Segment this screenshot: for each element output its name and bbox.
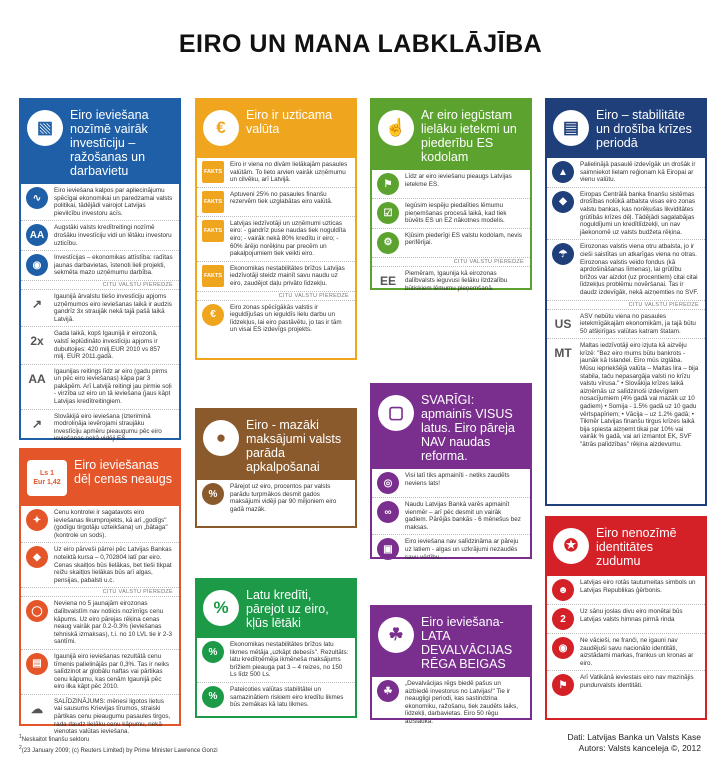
aa-label: AA [28, 371, 46, 386]
card-header [197, 410, 355, 480]
ee-label: EE [379, 273, 396, 288]
card-heading: Eiro nenozīmē identitātes zudumu [596, 526, 677, 568]
handshake-icon: ☑ [377, 202, 399, 224]
section-separator: CITU VALSTU PIEREDZE [197, 292, 355, 301]
list-item: FAKTS Latvijas iedzīvotāji un uzņēmumi uzticas eiro: - gandrīz puse naudas tiek noguldīta eiro; - vairāk nekā 80% kredītu ir eiro; - 60% ārējo norēķinu par precēm un pakalpojumiem tiek veikti eiro. [197, 217, 355, 262]
two-label: 2 [552, 608, 574, 630]
list-item: AA Igaunijas reitings līdz ar eiro (gadu pirms un pēc eiro ieviešanas) kāpa par 3 pakāpēm. Arī Latvijā reitingi jau pirmie soļi - virzība uz eiro un tā ieviešana (jaus kāpt Latvijas kredītreitingiem. [21, 365, 179, 410]
chart-icon: ▤ [26, 653, 48, 675]
list-item: € Eiro zonas spēcīgākās valstis ir ieguldījušas un ieguldīs lielu darbu un līdzekļus, lai eiro pastāvētu, jo tas ir tām un visai ES izdevīgs projekts. [197, 301, 355, 337]
price-tag-icon: ◆ [26, 546, 48, 568]
arrow-up-icon: ↗ [31, 416, 43, 431]
card-credit [195, 578, 357, 718]
piggy-bank-icon: ● [203, 420, 239, 456]
card-header [197, 580, 355, 638]
umbrella-icon: ☂ [552, 243, 574, 265]
list-item: ⚙ Kļūsim piederīgi ES valstu kodolam, nevis perifērijai. [372, 229, 530, 258]
mt-label: MT [554, 346, 572, 361]
2x-label: 2x [30, 334, 44, 349]
list-item: ◆ Eiropas Centrālā banka finanšu sistēmas drošības nolūkā atbalsta visas eiro zonas valstu bankas, kas norēķušas likviditātes grūtībās krīzes dēļ. Tādējādi sagalabājas noguldījumi un kredītlīdzekļi, un nav jāekonomē uz valsts budžeta rēķina. [547, 188, 705, 241]
card-heading: Eiro ieviešana nozīmē vairāk investīciju – ražošanas un darbavietu [70, 108, 149, 178]
list-item: EE Piemēram, Igaunija kā eirozonas dalībvalsts ieguvusi lielāku ilzdzalību būtiskiem lēmumu pieņemšanā. [372, 267, 530, 296]
list-item: ▤ Igaunijā eiro ieviešanas rezultātā cenu tīmenis palielinājās par 0,3%. Tas ir neiks salīdzinot ar globālu naftas vai pārtikas cenu kāpumu, kas cenām Igaunijā pēc eiro ilka kāpt pēc 2010. [21, 650, 179, 695]
network-icon: ◉ [26, 254, 48, 276]
fakts-badge: FAKTS [202, 265, 224, 287]
eye-icon: ◉ [552, 637, 574, 659]
head-icon: ☻ [552, 579, 574, 601]
card-header [372, 100, 530, 170]
aa-icon: AA [26, 224, 48, 246]
footnote: $^1$Neskaitot finanšu sektoru $^2$(23 January 2009; (c) Reuters Limited) by Prime Minister Lawrence Gonzi [19, 734, 218, 754]
us-label: US [554, 316, 572, 331]
list-item: MT Maltas iedzīvotāji eiro izjuta kā aizvēju krīzē: "Bez eiro mums būtu bankrots - jaunāk kā Islandei. Eiro mūs izglāba. Mūsu iepriekšējā valūta – Maltas lira – bija stabila, taču nepasargāja valsti no krīzu valstu vīrusa." • Slovākija krīzes laikā aizņēmās uz salīdzinoši izdevīgiem nosacījumiem (4% gadā vai mazāk uz 10 gadiem) • Somija - 1.5% gadā uz 10 gadu vērtspapīriem; • Vācija – uz 1.2% gadā; • Tikmēr Latvijas finanšu tirgus krīzes laikā bija spiesta aizņemt tikai par 10% vai vairāk % gadā, vai ari izmantot EK, SVF "ātrās palīdzības" rēķina aizdevumu. [547, 339, 705, 451]
euro-icon: € [202, 304, 224, 326]
list-item: FAKTS Ekonomikas nestabilitātes brīžos Latvijas iedzīvotāji steidz mainīt savu naudu uz eiro, zaudējot daļu privāto līdzekļu. [197, 262, 355, 292]
briefcase-icon: ▧ [27, 110, 63, 146]
shield-icon: ◆ [552, 191, 574, 213]
percent-icon: % [202, 641, 224, 663]
credits: Dati: Latvijas Banka un Valsts Kase Autors: Valsts kanceleja ©, 2012 [567, 732, 701, 753]
list-item: ☁ SALĪDZINĀJUMS: mēnesi ligotos lietus vai sausums Krievijas tīrumos, straiski pārtikas cenu pieaugumu pasaules tirgos, rada daudz lielāku cenu kāpumu, nekā vienotas valūtas ieviešana. [21, 695, 179, 739]
card-header [547, 518, 705, 576]
list-item: ↗ Igaunijā ārvalstu tiešo investīciju apjoms uzņēmumos eiro ieviešanas laikā ir audzis gandrīz 3x straujāk nekā tajā pašā laikā Latvijā. [21, 290, 179, 327]
list-item: FAKTS Eiro ir viena no divām lielākajām pasaules valūtām. To lieto arvien vairāk uzņēmumu un cilvēku, arī Latvijā. [197, 158, 355, 188]
percent-icon: % [202, 686, 224, 708]
ghost-icon: ☘ [378, 617, 414, 653]
list-item: ☂ Eirozonas valstis viena otru atbalsta, jo ir cieši saistītas un atkarīgas viena no otras. Eirozonas valstis veido fondus (kā aprdošināšanas līmenas), lai grūtību brīžos var aizdot (uz procentiem) citai citai līdzekļus problēmu novēršanai. Tas ir daudz izdevīgāk, nekā aizņemties no SVF. [547, 240, 705, 300]
list-item: ↗ Slovākijā eiro ieviešana (izteriminā modroliņāja ievērojami straujāku investīciju apmēru pieaugumu pēc eiro ieviešanas nekā vidēji ES. [21, 410, 179, 446]
list-item: ⚑ Līdz ar eiro ieviešanu pieaugs Latvijas ietekme ES. [372, 170, 530, 199]
list-item: ◯ Neviena no 5 jaunajām eirozonas dalībvalstīm nav notiicis nozīmīgs cenu kāpums. Uz eiro pārejas rēķina cenas neaug vairāk par 0.2-0.3% (ieviešanas tehniskā izmaksas), t.i. no 10 LVL tie ir 2-3 santīmi. [21, 597, 179, 650]
list-item: ∿ Eiro ieviešana kalpos par apliecinājumu spēcīgai ekonomikai un paredzamai valsts politikai, tādējādi vairojot Latvijas pievilcību investoru acīs. [21, 184, 179, 221]
list-item: ✦ Cenu kontrolei ir sagatavots eiro ieviešanas likumprojekts, kā arī „godīgs" (godīgu tirgotāju uzteikšana) un „bātaga" (kontrole un sods). [21, 506, 179, 543]
card-heading: SVARĪGI: apmainīs VISUS latus. Eiro pāreja NAV naudas reforma. [421, 393, 515, 463]
card-investment [19, 98, 181, 443]
infinity-icon: ∞ [377, 501, 399, 523]
fakts-badge: FAKTS [202, 161, 224, 183]
list-item: ⚑ Arī Vatikānā ieviestais eiro nav mazinājis pundurvalsts identitāti. [547, 671, 705, 699]
thumbs-up-icon: ☝ [378, 110, 414, 146]
card-header [21, 100, 179, 184]
section-separator: CITU VALSTU PIEREDZE [21, 588, 179, 597]
card-header [21, 450, 179, 506]
cloud-icon: ☁ [31, 701, 43, 716]
card-header [372, 385, 530, 469]
coins-icon: ◎ [377, 472, 399, 494]
card-heading: Eiro ieviešana- LATA DEVALVĀCIJAS RĒGA BEIGAS [421, 615, 513, 671]
ghost-icon: ☘ [377, 680, 399, 702]
section-separator: CITU VALSTU PIEREDZE [21, 281, 179, 290]
flag-icon: ⚑ [377, 173, 399, 195]
card-devaluation [370, 605, 532, 725]
card-heading: Eiro - mazāki maksājumi valsts parāda apkalpošanai [246, 418, 342, 474]
card-prices [19, 448, 181, 736]
card-identity [545, 516, 707, 720]
list-item: % Pateicoties valūtas stabilitātei un samazinātiem riskiem eiro kredītu likmes būs zemākas kā latu likmes. [197, 683, 355, 712]
list-item: ◉ Ne vācieši, ne franči, ne igauni nav zaudējuši savu nacionālo identitāti, aizstādami markas, frankus un kronas ar eiro. [547, 634, 705, 671]
graph-icon: ∿ [26, 187, 48, 209]
list-item: ◎ Visi latī tiks apmainīti - netiks zaudēts neviens lats! [372, 469, 530, 498]
card-trust [195, 98, 357, 360]
gears-icon: ⚙ [377, 232, 399, 254]
price-tags-icon: Ls 1 Eur 1,42 [27, 460, 67, 496]
list-item: ◆ Uz eiro pārveši pārrei pēc Latvijas Bankas noteiktā kursa – 0,702804 latī par eiro. Cenas skaitļos būs lielākas, bet tieši tikpat reižu skaitļos lielākas būs arī algas, pensijas, pabalsti u.c. [21, 543, 179, 588]
fakts-badge: FAKTS [202, 191, 224, 213]
euro-stars-icon: € [203, 110, 239, 146]
card-heading: Latu kredīti, pārejot uz eiro, kļūs lētāki [246, 588, 329, 630]
card-warning [370, 383, 532, 559]
wallet-icon: ▣ [377, 538, 399, 560]
card-heading: Eiro ieviešanas dēļ cenas neaugs [74, 458, 172, 486]
lock-icon: ▤ [553, 110, 589, 146]
list-item: FAKTS Aptuveni 25% no pasaules finanšu rezervēm tiek uzglabātas eiro valūtā. [197, 188, 355, 217]
card-heading: Eiro – stabilitāte un drošība krīzes periodā [596, 108, 692, 150]
list-item: ☻ Latvijas eiro rotās tautumeitas simbols un Latvijas Republikas ģērbonis. [547, 576, 705, 605]
arrow-up-icon: ↗ [31, 296, 43, 311]
list-item: ☑ Iegūsim iespēju piedalīties lēmumu pieņemšanas procesā laikā, kad tiek būvēts ES un EZ nākotnes modelis. [372, 199, 530, 229]
list-item: % Ekonomikas nestabilitātes brīžos latu likmes mētāja „uzkāpt debesīs". Rezultāts: latu kredītņēmēja ikmēneša maksājums brīžiem pieauga pat 3 – 4 reizes, no 150 Ls līdz 500 Ls. [197, 638, 355, 683]
sock-icon: ▢ [378, 395, 414, 431]
section-separator: CITU VALSTU PIEREDZE [372, 258, 530, 267]
card-heading: Eiro ir uzticama valūta [246, 108, 333, 136]
list-item: ▣ Eiro ieviešana nav salīdzināma ar pāreju uz latiem - algas un uzkrājumi nezaudēs savu vērtību. [372, 535, 530, 564]
fakts-badge: FAKTS [202, 220, 224, 242]
bank-icon: ▲ [552, 161, 574, 183]
list-item: % Pārejot uz eiro, procentos par valsts parādu turpmākos desmit gados maksājumi vidēji par 90 miljoniem eiro gadā mazāk. [197, 480, 355, 516]
card-payments [195, 408, 357, 528]
card-influence [370, 98, 532, 290]
card-header [197, 100, 355, 158]
flag-icon: ⚑ [552, 674, 574, 696]
list-item: US ASV nebūtu viena no pasaules ietekmīgākajām ekonomikām, ja tajā būtu 50 atšķirīgas valūtas katram štatam. [547, 310, 705, 340]
section-separator: CITU VALSTU PIEREDZE [547, 301, 705, 310]
list-item: ◉ Investīcijas – ekonomikas attīstība: radītas jaunas darbavietas, īstenoti lieli projekti, sekmēta mazo uzņēmumu darbība. [21, 251, 179, 281]
list-item: 2x Gada laikā, kopš Igaunijā ir eirozonā, valstī ieplūdināto investīciju apjoms ir dubultojies: 420 milj.EUR 2010 vs 857 milj. EUR 2011.gadā. [21, 327, 179, 364]
carrot-icon: ✦ [26, 509, 48, 531]
latvia-emblem-icon: ✪ [553, 528, 589, 564]
card-header [547, 100, 705, 158]
card-heading: Ar eiro iegūstam lielāku ietekmi un piederību ES kodolam [421, 108, 517, 164]
percent-icon: % [203, 590, 239, 626]
list-item: 2 Uz sānu joslas divu eiro monētai būs Latvijas valsts himnas pirmā rinda [547, 605, 705, 634]
list-item: ▲ Palielinājā pasaulē izdevīgāk un drošāk ir saimniekot lielam reģionam kā Eiropai ar vienu valūtu. [547, 158, 705, 188]
card-header [372, 607, 530, 677]
list-item: ∞ Naudu Latvijas Bankā varēs apmainīt vienmēr – arī pēc desmit un vairāk gadiem. Pārējās bankās - 6 mēnešus bez maksas. [372, 498, 530, 535]
list-item: AA Augstāki valsts kredītreitingi nozīmē drošāku investīciju vidi un lētāku investoru uzticību. [21, 221, 179, 251]
globe-icon: ◯ [26, 600, 48, 622]
card-stability [545, 98, 707, 506]
percent-icon: % [202, 483, 224, 505]
list-item: ☘ „Devalvācijas rēgs biedē pašus un aizbiedē investorus no Latvijas!" Tie ir neaugligi periodi, kas sastindzina ekonomiku, ražošanu, tiek zaudēts laiks, līdzekļi, darbavietas. Eiro 50 rēgu aizslauka. [372, 677, 530, 729]
page-title: EIRO UN MANA LABKLĀJĪBA [178, 30, 543, 58]
